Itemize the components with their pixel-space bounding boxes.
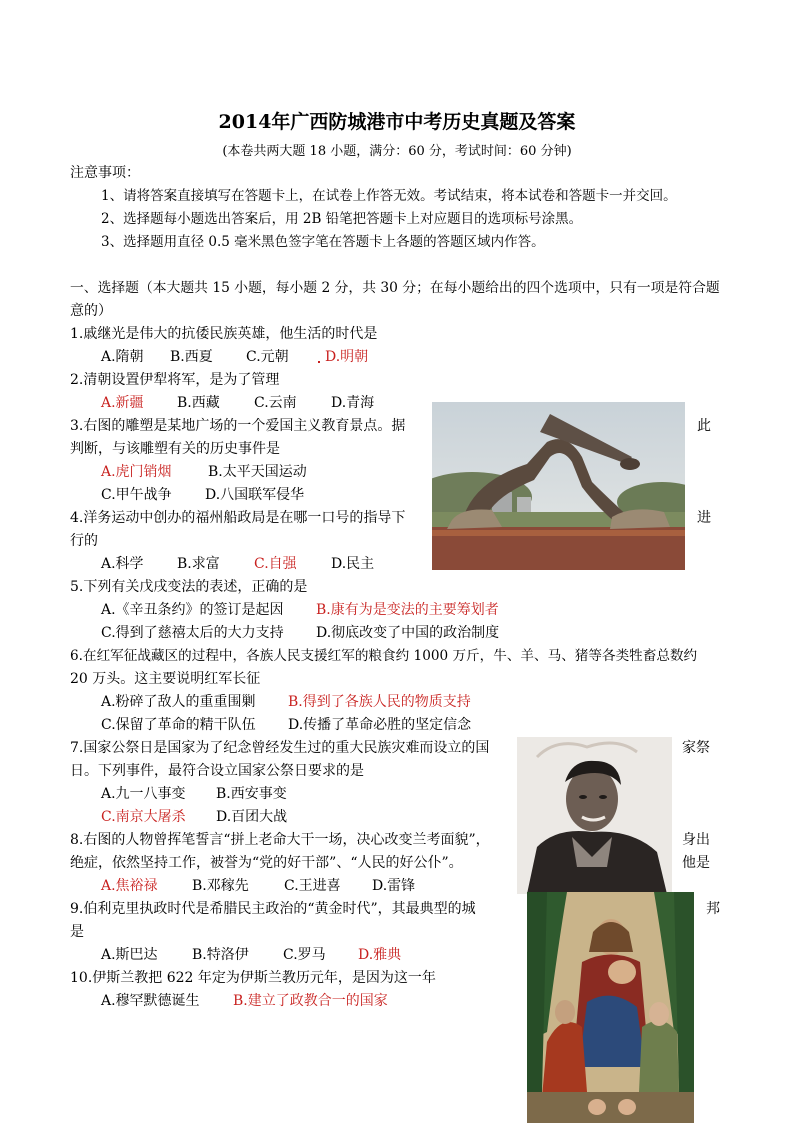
option-b: B.求富 <box>177 556 220 572</box>
section-heading-cont: 意的） <box>70 303 112 319</box>
question-stem-cont: 行的 <box>70 533 98 549</box>
option-b: B.特洛伊 <box>192 947 249 963</box>
question-stem-end: 邦 <box>706 901 720 917</box>
question-stem-end: 家祭 <box>682 740 710 756</box>
sculpture-photo <box>432 402 685 570</box>
red-dot-mark <box>318 361 320 363</box>
option-d: D.传播了革命必胜的坚定信念 <box>288 717 472 733</box>
question-stem: 6.在红军征战藏区的过程中，各族人民支援红军的粮食约 1000 万斤，牛、羊、马、猪等各类牲畜总数约 <box>70 648 698 664</box>
question-stem-cont: 是 <box>70 924 84 940</box>
question-stem: 8.右图的人物曾挥笔誓言“拼上老命大干一场，决心改变兰考面貌”， <box>70 832 490 848</box>
option-c: C.保留了革命的精干队伍 <box>101 717 256 733</box>
option-b-answer: B.建立了政教合一的国家 <box>233 993 388 1009</box>
painting-image <box>527 892 694 1123</box>
option-d: D.青海 <box>331 395 375 411</box>
option-b: B.西藏 <box>177 395 220 411</box>
question-stem-end: 身出 <box>682 832 710 848</box>
option-a: A.粉碎了敌人的重重围剿 <box>101 694 256 710</box>
note-item: 3、选择题用直径 0.5 毫米黑色签字笔在答题卡上各题的答题区域内作答。 <box>101 234 545 250</box>
option-a-answer: A.虎门销烟 <box>101 464 172 480</box>
option-b: B.西安事变 <box>216 786 287 802</box>
option-d-answer: D.雅典 <box>358 947 402 963</box>
option-b: B.西夏 <box>170 349 213 365</box>
question-stem-cont: 判断，与该雕塑有关的历史事件是 <box>70 441 280 457</box>
question-stem-cont: 日。下列事件，最符合设立国家公祭日要求的是 <box>70 763 364 779</box>
option-a: A.隋朝 <box>101 349 144 365</box>
question-stem-cont: 20 万头。这主要说明红军长征 <box>70 671 261 687</box>
notes-heading: 注意事项： <box>70 165 140 181</box>
option-c: C.云南 <box>254 395 297 411</box>
option-d: D.彻底改变了中国的政治制度 <box>316 625 500 641</box>
option-d: D.八国联军侵华 <box>205 487 305 503</box>
question-stem-end: 他是 <box>682 855 710 871</box>
option-b-answer: B.康有为是变法的主要筹划者 <box>316 602 499 618</box>
option-a: A.九一八事变 <box>101 786 186 802</box>
question-stem: 1.戚继光是伟大的抗倭民族英雄，他生活的时代是 <box>70 326 378 342</box>
option-d: D.百团大战 <box>216 809 288 825</box>
option-b-answer: B.得到了各族人民的物质支持 <box>288 694 471 710</box>
question-stem: 10.伊斯兰教把 622 年定为伊斯兰教历元年，是因为这一年 <box>70 970 436 986</box>
option-a: A.科学 <box>101 556 144 572</box>
question-stem: 7.国家公祭日是国家为了纪念曾经发生过的重大民族灾难而设立的国 <box>70 740 490 756</box>
option-d-answer: D.明朝 <box>325 349 369 365</box>
question-stem: 3.右图的雕塑是某地广场的一个爱国主义教育景点。据 <box>70 418 406 434</box>
option-c-answer: C.自强 <box>254 556 297 572</box>
option-a: A.穆罕默德诞生 <box>101 993 200 1009</box>
question-stem: 4.洋务运动中创办的福州船政局是在哪一口号的指导下 <box>70 510 406 526</box>
option-d: D.雷锋 <box>372 878 416 894</box>
option-c: C.元朝 <box>246 349 289 365</box>
option-a-answer: A.焦裕禄 <box>101 878 158 894</box>
option-c: C.得到了慈禧太后的大力支持 <box>101 625 284 641</box>
section-heading: 一、选择题（本大题共 15 小题，每小题 2 分，共 30 分；在每小题给出的四个选项中，只有一项是符合题 <box>70 280 720 296</box>
note-item: 1、请将答案直接填写在答题卡上，在试卷上作答无效。考试结束，将本试卷和答题卡一并交回。 <box>101 188 677 204</box>
portrait-photo <box>517 737 672 894</box>
page-title: 2014年广西防城港市中考历史真题及答案 <box>218 111 576 133</box>
note-item: 2、选择题每小题选出答案后，用 2B 铅笔把答题卡上对应题目的选项标号涂黑。 <box>101 211 583 227</box>
option-a-answer: A.新疆 <box>101 395 144 411</box>
question-stem-cont: 绝症，依然坚持工作，被誉为“党的好干部”、“人民的好公仆”。 <box>70 855 463 871</box>
question-stem-end: 此 <box>697 418 711 434</box>
question-stem: 5.下列有关戊戌变法的表述，正确的是 <box>70 579 308 595</box>
question-stem: 9.伯利克里执政时代是希腊民主政治的“黄金时代”，其最典型的城 <box>70 901 476 917</box>
option-c: C.甲午战争 <box>101 487 172 503</box>
option-c: C.王进喜 <box>284 878 341 894</box>
option-b: B.太平天国运动 <box>208 464 307 480</box>
option-a: A.《辛丑条约》的签订是起因 <box>101 602 284 618</box>
option-c-answer: C.南京大屠杀 <box>101 809 186 825</box>
option-b: B.邓稼先 <box>192 878 249 894</box>
question-stem-end: 进 <box>697 510 711 526</box>
question-stem: 2.清朝设置伊犁将军，是为了管理 <box>70 372 280 388</box>
option-a: A.斯巴达 <box>101 947 158 963</box>
option-d: D.民主 <box>331 556 375 572</box>
exam-subtitle: (本卷共两大题 18 小题，满分：60 分，考试时间：60 分钟) <box>222 144 572 159</box>
option-c: C.罗马 <box>283 947 326 963</box>
